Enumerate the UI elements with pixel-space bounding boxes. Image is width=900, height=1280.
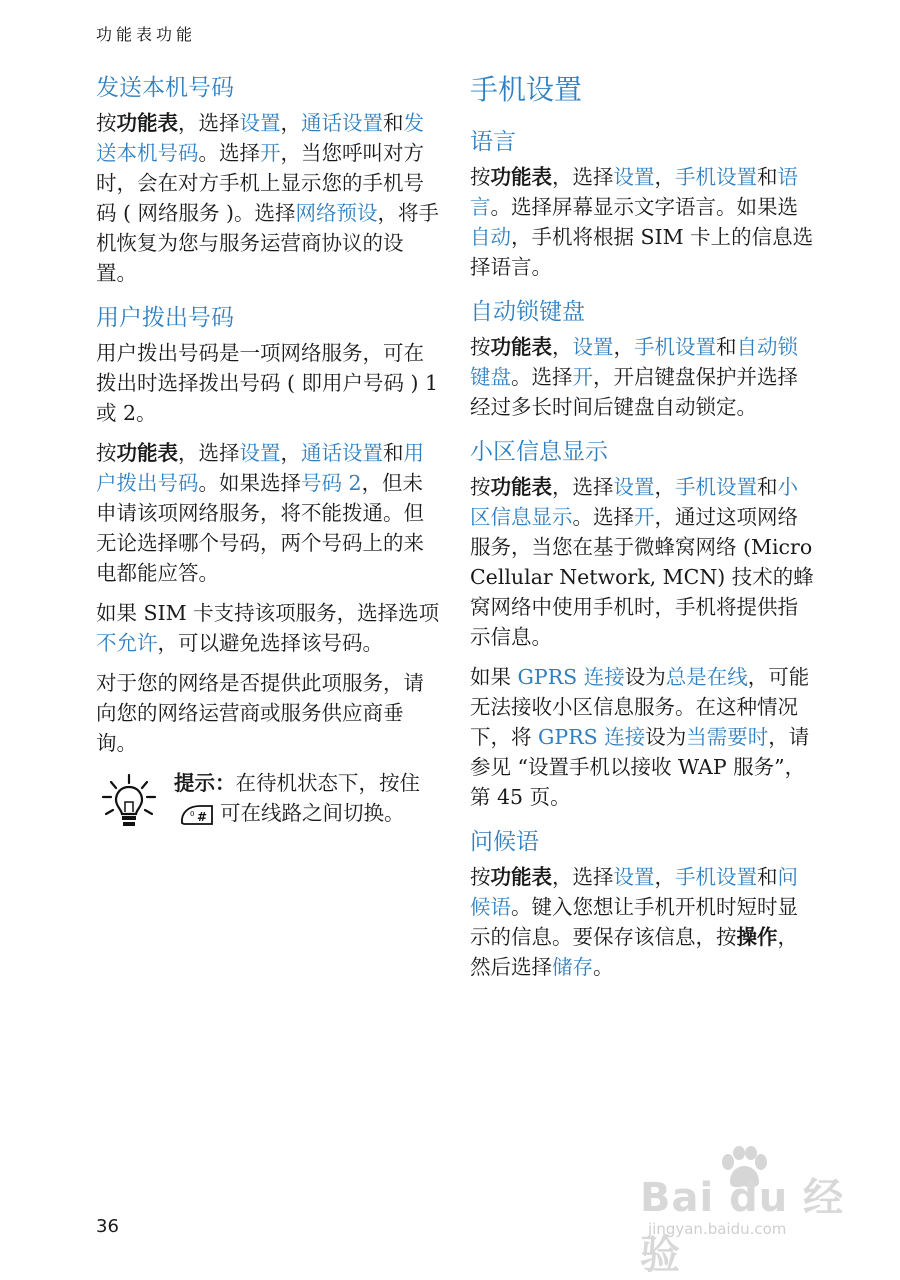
paragraph [96, 108, 441, 288]
section-title: 发送本机号码 [96, 75, 234, 101]
text: 设为 [624, 665, 666, 689]
menu-keyword: 设置 [572, 335, 614, 359]
text: ， [280, 111, 301, 135]
menu-keyword: 小区信息显示 [470, 475, 798, 529]
menu-keyword: 号码 2 [301, 471, 362, 495]
paragraph [470, 862, 815, 982]
paragraph: 用户拨出号码是一项网络服务，可在拨出时选择拨出号码 ( 即用户号码 ) 1 或 2。 [96, 341, 439, 425]
text: ，然后选择 [470, 925, 798, 979]
text: 。选择 [198, 141, 260, 165]
section-greeting [470, 826, 815, 982]
menu-keyword: 网络预设 [295, 201, 378, 225]
left-column [96, 72, 441, 842]
page-number: 36 [96, 1216, 119, 1237]
lightbulb-icon [100, 772, 158, 830]
menu-keyword: 手机设置 [634, 335, 716, 359]
menu-term: 功能表 [116, 111, 178, 135]
paragraph [470, 662, 815, 812]
text: ， [280, 441, 301, 465]
text: 可在线路之间切换。 [220, 801, 405, 825]
text: ，选择 [552, 165, 614, 189]
text: 。选择屏幕显示文字语言。如果选 [490, 195, 798, 219]
text: 如果 [470, 665, 518, 689]
text: ， [613, 335, 634, 359]
text: 按 [470, 335, 491, 359]
section-title: 问候语 [470, 829, 539, 855]
text: 。选择 [572, 505, 634, 529]
text: ，开启键盘保护并选择经过多长时间后键盘自动锁定。 [470, 365, 798, 419]
menu-keyword: GPRS 连接 [517, 665, 625, 689]
hash-key-icon [178, 803, 216, 827]
text: 。键入您想让手机开机时短时显示的信息。要保存该信息，按 [470, 895, 798, 949]
text: 和 [757, 165, 778, 189]
text: ，选择 [552, 475, 614, 499]
text: 和 [757, 865, 778, 889]
text: ，可以避免选择该号码。 [157, 631, 383, 655]
paragraph [470, 162, 815, 282]
text: ，请参见 “设置手机以接收 WAP 服务”，第 45 页。 [470, 725, 810, 809]
text: 。如果选择 [198, 471, 301, 495]
text: ，手机将根据 SIM 卡上的信息选择语言。 [470, 225, 814, 279]
text: 如果 SIM 卡支持该项服务，选择选项 [96, 601, 440, 625]
menu-keyword: GPRS 连接 [538, 725, 646, 749]
section-auto-keyguard [470, 296, 815, 422]
watermark [640, 1150, 850, 1278]
menu-keyword: 设置 [613, 165, 655, 189]
text: ，通过这项网络服务，当您在基于微蜂窝网络 (Micro Cellular Network, MCN) 技术的蜂窝网络中使用手机时，手机将提供指示信息。 [470, 505, 814, 649]
section-title: 小区信息显示 [470, 439, 608, 465]
svg-text:#: # [197, 809, 208, 824]
menu-keyword: 设置 [239, 111, 281, 135]
menu-keyword: 通话设置 [301, 111, 383, 135]
section-send-own-number [96, 72, 441, 288]
section-user-dialed-number [96, 302, 441, 828]
text: 按 [470, 475, 491, 499]
section-cell-info-display [470, 436, 815, 812]
text: 和 [757, 475, 778, 499]
section-title: 自动锁键盘 [470, 299, 585, 325]
menu-keyword: 用户拨出号码 [96, 441, 424, 495]
right-column [470, 72, 815, 996]
svg-text:0: 0 [190, 809, 195, 818]
menu-keyword: 问候语 [470, 865, 798, 919]
text: ，选择 [552, 865, 614, 889]
running-head: 功能表功能 [96, 25, 197, 44]
menu-term: 功能表 [116, 441, 178, 465]
text: 和 [716, 335, 737, 359]
paragraph [470, 332, 815, 422]
chapter-title: 手机设置 [470, 73, 583, 106]
menu-keyword: 不允许 [96, 631, 158, 655]
menu-keyword: 自动锁键盘 [470, 335, 798, 389]
menu-keyword: 开 [634, 505, 655, 529]
section-language [470, 126, 815, 282]
menu-keyword: 手机设置 [675, 165, 757, 189]
text: 在待机状态下，按住 [235, 771, 420, 795]
watermark-logo: Bai du 经验 [640, 1175, 845, 1278]
watermark-url: jingyan.baidu.com [648, 1220, 787, 1238]
text: ，当您呼叫对方时，会在对方手机上显示您的手机号码 ( 网络服务 )。选择 [96, 141, 424, 225]
text: ，将手机恢复为您与服务运营商协议的设置。 [96, 201, 440, 285]
menu-term: 操作 [736, 925, 778, 949]
menu-keyword: 发送本机号码 [96, 111, 424, 165]
text: 。 [593, 955, 614, 979]
text: 设为 [645, 725, 687, 749]
menu-keyword: 自动 [470, 225, 511, 249]
text: ，选择 [178, 111, 240, 135]
menu-keyword: 总是在线 [665, 665, 748, 689]
text: 按 [470, 165, 491, 189]
menu-keyword: 开 [260, 141, 281, 165]
text: 。选择 [511, 365, 573, 389]
menu-keyword: 当需要时 [686, 725, 769, 749]
menu-keyword: 设置 [239, 441, 281, 465]
text: 和 [383, 441, 404, 465]
text: 按 [470, 865, 491, 889]
section-title: 用户拨出号码 [96, 305, 234, 331]
menu-keyword: 设置 [613, 865, 655, 889]
text: 按 [96, 441, 117, 465]
text: ， [654, 165, 675, 189]
paragraph: 对于您的网络是否提供此项服务，请向您的网络运营商或服务供应商垂询。 [96, 671, 424, 755]
paragraph [96, 598, 441, 658]
menu-term: 功能表 [490, 475, 552, 499]
tip-text [174, 768, 441, 828]
text: ，选择 [178, 441, 240, 465]
menu-term: 功能表 [490, 165, 552, 189]
menu-keyword: 通话设置 [301, 441, 383, 465]
menu-keyword: 设置 [613, 475, 655, 499]
text: ， [654, 865, 675, 889]
text: ，但未申请该项网络服务，将不能拨通。但无论选择哪个号码，两个号码上的来电都能应答。 [96, 471, 424, 585]
menu-keyword: 手机设置 [675, 865, 757, 889]
menu-term: 功能表 [490, 335, 552, 359]
menu-keyword: 手机设置 [675, 475, 757, 499]
tip-box [96, 768, 441, 828]
menu-keyword: 开 [572, 365, 593, 389]
text: 和 [383, 111, 404, 135]
text: ， [552, 335, 573, 359]
menu-keyword: 语言 [470, 165, 798, 219]
text: ，可能无法接收小区信息服务。在这种情况下，将 [470, 665, 810, 749]
menu-term: 功能表 [490, 865, 552, 889]
paragraph [470, 472, 815, 652]
text: 按 [96, 111, 117, 135]
section-title: 语言 [470, 129, 516, 155]
paragraph [96, 438, 441, 588]
tip-label: 提示： [174, 771, 236, 795]
text: ， [654, 475, 675, 499]
menu-keyword: 储存 [552, 955, 593, 979]
